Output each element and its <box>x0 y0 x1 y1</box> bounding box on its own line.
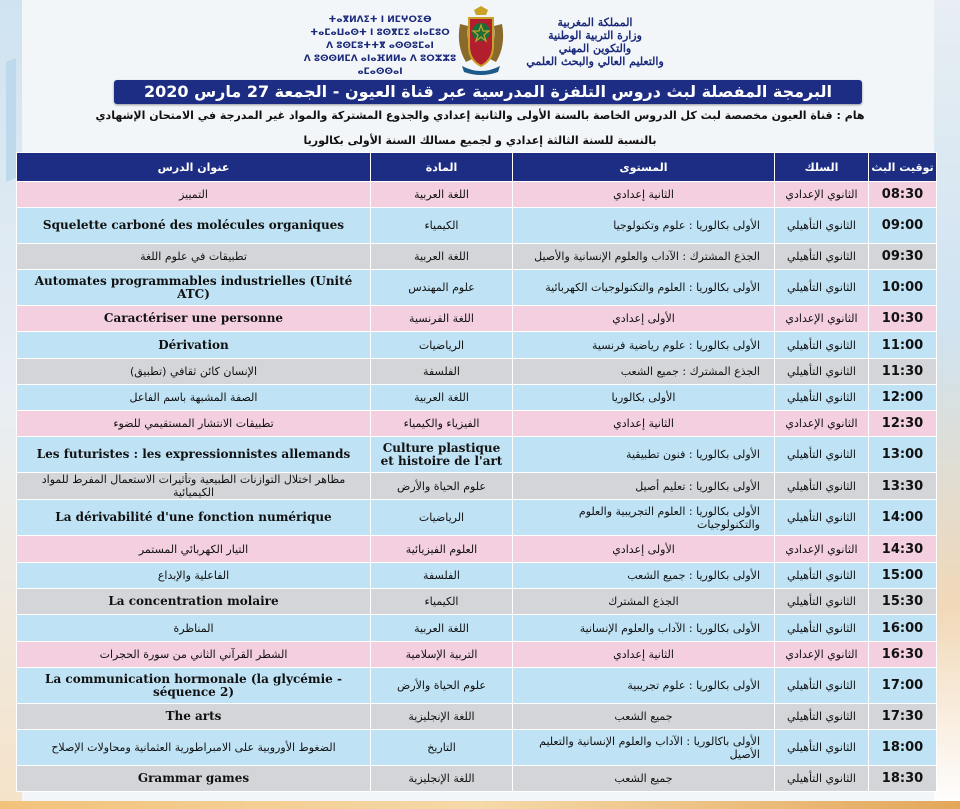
column-header-subject: المادة <box>371 153 513 182</box>
table-row <box>17 563 937 589</box>
time-cell: 14:00 <box>869 500 937 536</box>
cycle-cell: الثانوي التأهيلي <box>775 332 869 359</box>
level-cell: الأولى بكالوريا : فنون تطبيقية <box>513 437 775 473</box>
cycle-cell: الثانوي التأهيلي <box>775 473 869 500</box>
cycle-cell: الثانوي التأهيلي <box>775 208 869 244</box>
lesson-cell: مظاهر اختلال التوازنات الطبيعية وتأثيرات الاستعمال المفرط للمواد الكيميائية <box>17 473 371 500</box>
level-cell: الأولى إعدادي <box>513 306 775 332</box>
lesson-cell: La dérivabilité d'une fonction numérique <box>17 500 371 536</box>
subject-cell: الفلسفة <box>371 359 513 385</box>
level-cell: الأولى بكالوريا : علوم رياضية فرنسية <box>513 332 775 359</box>
level-cell: الثانية إعدادي <box>513 642 775 668</box>
cycle-cell: الثانوي التأهيلي <box>775 589 869 615</box>
cycle-cell: الثانوي التأهيلي <box>775 615 869 642</box>
lesson-cell: الصفة المشبهة باسم الفاعل <box>17 385 371 411</box>
subject-cell: علوم الحياة والأرض <box>371 473 513 500</box>
table-row <box>17 589 937 615</box>
subject-cell: علوم الحياة والأرض <box>371 668 513 704</box>
level-cell: الثانية إعدادي <box>513 411 775 437</box>
lesson-cell: Caractériser une personne <box>17 306 371 332</box>
subject-cell: التاريخ <box>371 730 513 766</box>
subject-cell: اللغة العربية <box>371 182 513 208</box>
time-cell: 18:30 <box>869 766 937 792</box>
subject-cell: الرياضيات <box>371 500 513 536</box>
time-cell: 15:00 <box>869 563 937 589</box>
subject-cell: التربية الإسلامية <box>371 642 513 668</box>
cycle-cell: الثانوي التأهيلي <box>775 766 869 792</box>
lesson-cell: Les futuristes : les expressionnistes allemands <box>17 437 371 473</box>
subject-cell: اللغة الإنجليزية <box>371 766 513 792</box>
cycle-cell: الثانوي الإعدادي <box>775 182 869 208</box>
bottom-decoration <box>0 801 960 809</box>
cycle-cell: الثانوي التأهيلي <box>775 500 869 536</box>
lesson-cell: الإنسان كائن ثقافي (تطبيق) <box>17 359 371 385</box>
time-cell: 16:30 <box>869 642 937 668</box>
cycle-cell: الثانوي التأهيلي <box>775 437 869 473</box>
lesson-cell: التيار الكهربائي المستمر <box>17 536 371 563</box>
subject-cell: Culture plastique et histoire de l'art <box>371 437 513 473</box>
subject-cell: اللغة العربية <box>371 385 513 411</box>
time-cell: 14:30 <box>869 536 937 563</box>
table-row <box>17 332 937 359</box>
cycle-cell: الثانوي الإعدادي <box>775 306 869 332</box>
moroccan-coat-of-arms-icon <box>452 6 510 76</box>
cycle-cell: الثانوي التأهيلي <box>775 270 869 306</box>
time-cell: 12:30 <box>869 411 937 437</box>
notice-line-2: بالنسبة للسنة الثالثة إعدادي و لجميع مسالك السنة الأولى بكالوريا <box>303 134 657 147</box>
lesson-cell: The arts <box>17 704 371 730</box>
lesson-cell: La concentration molaire <box>17 589 371 615</box>
time-cell: 12:00 <box>869 385 937 411</box>
table-row <box>17 208 937 244</box>
subject-cell: العلوم الفيزيائية <box>371 536 513 563</box>
ministry-line: وزارة التربية الوطنية <box>548 29 642 42</box>
lesson-cell: المناظرة <box>17 615 371 642</box>
table-row <box>17 359 937 385</box>
column-header-level: المستوى <box>513 153 775 182</box>
table-row <box>17 270 937 306</box>
notice-line-1: هام : قناة العيون مخصصة لبث كل الدروس الخاصة بالسنة الأولى والثانية إعدادي والجذوع المشتركة والمواد غير المدرجة في الامتحان الإشهادي <box>95 109 865 122</box>
ministry-line: والتكوين المهني <box>558 42 632 55</box>
broadcast-schedule-table <box>16 152 937 792</box>
cycle-cell: الثانوي التأهيلي <box>775 730 869 766</box>
arabic-ministry-name <box>515 16 675 68</box>
table-row <box>17 536 937 563</box>
table-row <box>17 306 937 332</box>
subject-cell: اللغة العربية <box>371 244 513 270</box>
document-title: البرمجة المفصلة لبث دروس التلفزة المدرسية عبر قناة العيون - الجمعة 27 مارس 2020 <box>114 80 862 104</box>
table-row <box>17 766 937 792</box>
level-cell: الجذع المشترك <box>513 589 775 615</box>
level-cell: الأولى بكالوريا : علوم تجريبية <box>513 668 775 704</box>
cycle-cell: الثانوي التأهيلي <box>775 668 869 704</box>
level-cell: الأولى بكالوريا : العلوم والتكنولوجيات الكهربائية <box>513 270 775 306</box>
cycle-cell: الثانوي التأهيلي <box>775 244 869 270</box>
level-cell: جميع الشعب <box>513 704 775 730</box>
table-row <box>17 385 937 411</box>
ministry-line: والتعليم العالي والبحث العلمي <box>526 55 664 68</box>
cycle-cell: الثانوي الإعدادي <box>775 536 869 563</box>
lesson-cell: Squelette carboné des molécules organiques <box>17 208 371 244</box>
lesson-cell: La communication hormonale (la glycémie - séquence 2) <box>17 668 371 704</box>
lesson-cell: الضغوط الأوروبية على الامبراطورية العثمانية ومحاولات الإصلاح <box>17 730 371 766</box>
table-row <box>17 244 937 270</box>
lesson-cell: الشطر القرآني الثاني من سورة الحجرات <box>17 642 371 668</box>
level-cell: الثانية إعدادي <box>513 182 775 208</box>
time-cell: 10:00 <box>869 270 937 306</box>
level-cell: الأولى بكالوريا : علوم وتكنولوجيا <box>513 208 775 244</box>
table-header-row <box>17 153 937 182</box>
ministry-line: المملكة المغربية <box>557 16 633 29</box>
table-row <box>17 642 937 668</box>
time-cell: 11:00 <box>869 332 937 359</box>
time-cell: 08:30 <box>869 182 937 208</box>
table-row <box>17 437 937 473</box>
cycle-cell: الثانوي التأهيلي <box>775 385 869 411</box>
subject-cell: الفيزياء والكيمياء <box>371 411 513 437</box>
lesson-cell: تطبيقات الانتشار المستقيمي للضوء <box>17 411 371 437</box>
level-cell: الجذع المشترك : جميع الشعب <box>513 359 775 385</box>
time-cell: 18:00 <box>869 730 937 766</box>
subject-cell: علوم المهندس <box>371 270 513 306</box>
level-cell: الأولى باكالوريا : الآداب والعلوم الإنسانية والتعليم الأصيل <box>513 730 775 766</box>
tifinagh-line: ⴷ ⵓⵙⵎⵓⵜⵜⴳ ⴰⵙⵙⵓⵎⴰⵏ <box>326 41 434 51</box>
time-cell: 11:30 <box>869 359 937 385</box>
time-cell: 16:00 <box>869 615 937 642</box>
important-notice <box>20 108 940 149</box>
level-cell: الأولى بكالوريا : العلوم التجريبية والعلوم والتكنولوجيات <box>513 500 775 536</box>
lesson-cell: تطبيقات في علوم اللغة <box>17 244 371 270</box>
level-cell: الأولى بكالوريا : جميع الشعب <box>513 563 775 589</box>
table-row <box>17 730 937 766</box>
lesson-cell: الفاعلية والإبداع <box>17 563 371 589</box>
column-header-lesson: عنوان الدرس <box>17 153 371 182</box>
level-cell: الجذع المشترك : الآداب والعلوم الإنسانية والأصيل <box>513 244 775 270</box>
tifinagh-line: ⵜⴰⴳⵍⴷⵉⵜ ⵏ ⵍⵎⵖⵔⵉⴱ <box>328 15 432 25</box>
subject-cell: الكيمياء <box>371 589 513 615</box>
subject-cell: الكيمياء <box>371 208 513 244</box>
column-header-cycle: السلك <box>775 153 869 182</box>
cycle-cell: الثانوي الإعدادي <box>775 642 869 668</box>
table-row <box>17 473 937 500</box>
tifinagh-line: ⵜⴰⵎⴰⵡⴰⵙⵜ ⵏ ⵓⵙⴳⵎⵉ ⴰⵏⴰⵎⵓⵔ <box>310 28 450 38</box>
level-cell: الأولى إعدادي <box>513 536 775 563</box>
tifinagh-line: ⴷ ⵓⵙⵙⵍⵎⴷ ⴰⵏⴰⴼⵍⵍⴰ ⴷ ⵓⵔⵣⵣⵓ ⴰⵎⴰⵙⵙⴰⵏ <box>303 54 457 77</box>
lesson-cell: Grammar games <box>17 766 371 792</box>
table-row <box>17 500 937 536</box>
subject-cell: اللغة الفرنسية <box>371 306 513 332</box>
subject-cell: الرياضيات <box>371 332 513 359</box>
time-cell: 13:30 <box>869 473 937 500</box>
lesson-cell: Automates programmables industrielles (Unité ATC) <box>17 270 371 306</box>
time-cell: 17:00 <box>869 668 937 704</box>
column-header-time: توقيت البث <box>869 153 937 182</box>
level-cell: جميع الشعب <box>513 766 775 792</box>
tifinagh-ministry-name <box>300 14 460 79</box>
subject-cell: الفلسفة <box>371 563 513 589</box>
time-cell: 09:00 <box>869 208 937 244</box>
time-cell: 10:30 <box>869 306 937 332</box>
level-cell: الأولى بكالوريا : تعليم أصيل <box>513 473 775 500</box>
table-row <box>17 182 937 208</box>
cycle-cell: الثانوي التأهيلي <box>775 563 869 589</box>
table-row <box>17 411 937 437</box>
cycle-cell: الثانوي التأهيلي <box>775 359 869 385</box>
document-header <box>0 0 960 82</box>
table-row <box>17 668 937 704</box>
time-cell: 15:30 <box>869 589 937 615</box>
table-row <box>17 615 937 642</box>
lesson-cell: Dérivation <box>17 332 371 359</box>
subject-cell: اللغة العربية <box>371 615 513 642</box>
level-cell: الأولى بكالوريا : الآداب والعلوم الإنسانية <box>513 615 775 642</box>
cycle-cell: الثانوي التأهيلي <box>775 704 869 730</box>
lesson-cell: التمييز <box>17 182 371 208</box>
time-cell: 17:30 <box>869 704 937 730</box>
time-cell: 09:30 <box>869 244 937 270</box>
level-cell: الأولى بكالوريا <box>513 385 775 411</box>
cycle-cell: الثانوي الإعدادي <box>775 411 869 437</box>
table-row <box>17 704 937 730</box>
subject-cell: اللغة الإنجليزية <box>371 704 513 730</box>
time-cell: 13:00 <box>869 437 937 473</box>
